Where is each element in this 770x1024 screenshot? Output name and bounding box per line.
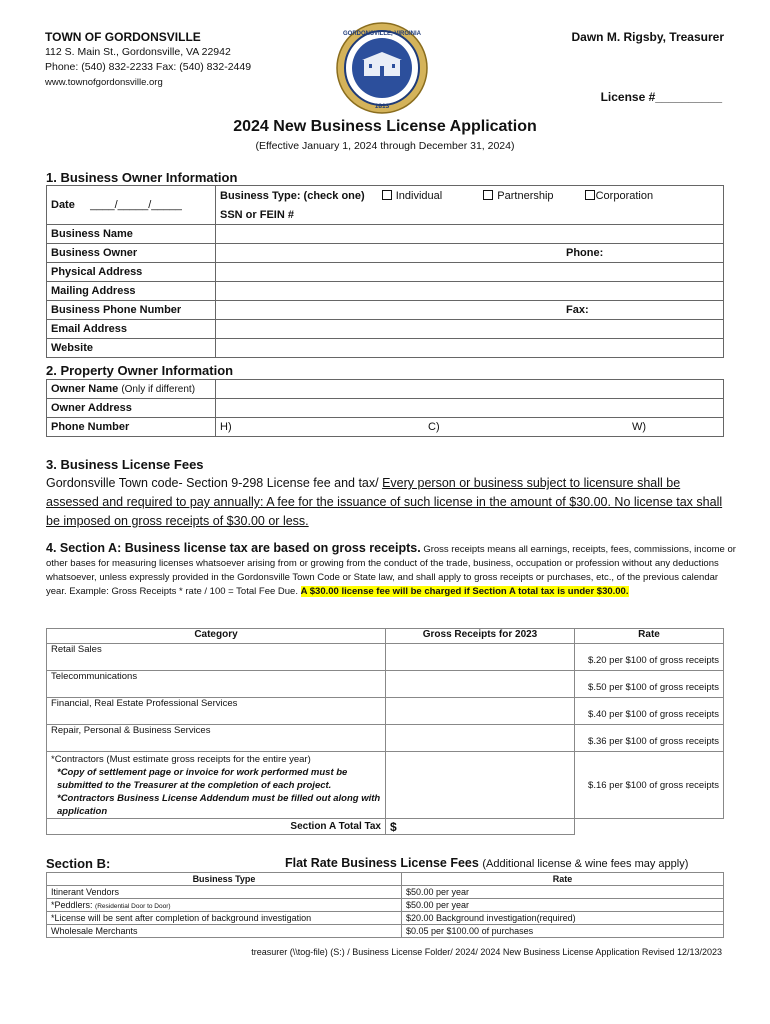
gross-receipts-input[interactable] [386, 725, 575, 752]
fax-field[interactable] [562, 301, 724, 320]
physical-address-label: Physical Address [47, 263, 216, 282]
col-category: Category [47, 629, 386, 644]
checkbox-icon[interactable] [483, 190, 493, 200]
checkbox-icon[interactable] [585, 190, 595, 200]
table-row: *License will be sent after completion of background investigation $20.00 Background investigation(required) [47, 912, 724, 925]
email-label: Email Address [47, 320, 216, 339]
gross-receipts-input[interactable] [386, 698, 575, 725]
col-rate: Rate [575, 629, 724, 644]
website-label: Website [47, 339, 216, 358]
table-row: Retail Sales $.20 per $100 of gross receipts [47, 644, 724, 671]
table-row: *Peddlers: (Residential Door to Door) $50.00 per year [47, 899, 724, 912]
phone-label: Phone: [566, 247, 604, 259]
property-owner-table [46, 379, 724, 437]
section4-text: 4. Section A: Business license tax are based on gross receipts. Gross receipts means all earnings, receipts, fees, commissions, income or other bases for measuring licenses whatsoever arising from or growing from the conduct of the trade, business, occupation or profession without any deductions whatsoever, unless expressly provided in the Gordonsville Town Code or State law, and shall apply to gross receipts or purchases, etc., of the previous calendar year. Example: Gross Receipts * rate / 100 = Total Fee Due. A $30.00 license fee will be charged if Section A total tax is under $30.00. [46, 541, 736, 597]
section-b-label: Section B: [46, 856, 111, 871]
col-flat-rate: Rate [402, 873, 724, 886]
business-owner-label: Business Owner [47, 244, 216, 263]
footer-path: treasurer (\\tog-file) (S:) / Business License Folder/ 2024/ 2024 New Business License Application Revised 12/13/2023 [251, 947, 722, 957]
page-title: 2024 New Business License Application [233, 118, 537, 135]
fax-label: Fax: [566, 304, 589, 316]
owner-phone-field[interactable] [562, 244, 724, 263]
table-row: Itinerant Vendors $50.00 per year [47, 886, 724, 899]
treasurer-name: Dawn M. Rigsby, Treasurer [571, 30, 724, 44]
section3-text: Gordonsville Town code- Section 9-298 License fee and tax/ Every person or business subject to licensure shall be assessed and required to pay annually: A fee for the issuance of such license in the amount of $30.00. No license tax shall be imposed on gross receipts of $30.00 or less. [46, 476, 723, 528]
mailing-address-field[interactable] [216, 282, 724, 301]
date-blank: ____/_____/_____ [90, 199, 182, 211]
business-name-field[interactable] [216, 225, 724, 244]
physical-address-field[interactable] [216, 263, 724, 282]
phone-number-label: Phone Number [47, 418, 216, 437]
business-type-cell [216, 186, 724, 206]
section1-heading: 1. Business Owner Information [46, 170, 238, 185]
owner-name-label-cell: Owner Name (Only if different) [47, 380, 216, 399]
section3-underlined-text: Every person or business subject to licensure shall be assessed and required to pay annually: A fee for the issuance of such license in the amount of $30.00. No license tax shall be imposed on gross receipts of $30.00 or less. [46, 476, 723, 528]
email-field[interactable] [216, 320, 724, 339]
total-tax-label: Section A Total Tax [47, 819, 386, 835]
ssn-cell[interactable] [216, 205, 724, 225]
table-row: Telecommunications $.50 per $100 of gross receipts [47, 671, 724, 698]
total-tax-field[interactable]: $ [386, 819, 575, 835]
business-owner-field[interactable] [216, 244, 563, 263]
business-phone-field[interactable] [216, 301, 563, 320]
mailing-address-label: Mailing Address [47, 282, 216, 301]
business-name-label: Business Name [47, 225, 216, 244]
owner-address-label: Owner Address [47, 399, 216, 418]
section3-heading: 3. Business License Fees [46, 457, 204, 472]
option-corporation[interactable]: Corporation [585, 190, 653, 202]
col-gross-receipts: Gross Receipts for 2023 [386, 629, 575, 644]
gross-receipts-input[interactable] [386, 752, 575, 819]
section2-heading: 2. Property Owner Information [46, 363, 234, 378]
section4-heading: 4. Section A: Business license tax are based on gross receipts. [46, 541, 421, 555]
option-partnership[interactable]: Partnership [483, 190, 553, 202]
owner-name-field[interactable] [216, 380, 724, 399]
town-header [45, 30, 251, 90]
seal-top-text: GORDONSVILLE, VIRGINIA [342, 31, 422, 37]
town-website[interactable]: www.townofgordonsville.org [45, 77, 163, 88]
section-a-table [46, 628, 724, 835]
checkbox-icon[interactable] [382, 190, 392, 200]
business-owner-table [46, 185, 724, 358]
date-label: Date [51, 199, 75, 211]
table-row: Financial, Real Estate Professional Services $.40 per $100 of gross receipts [47, 698, 724, 725]
business-type-label: Business Type: (check one) [220, 189, 365, 202]
ssn-label: SSN or FEIN # [220, 208, 294, 221]
town-seal-icon [336, 22, 428, 114]
col-business-type: Business Type [47, 873, 402, 886]
town-name: TOWN OF GORDONSVILLE [45, 30, 201, 44]
table-row: Wholesale Merchants $0.05 per $100.00 of purchases [47, 925, 724, 938]
gross-receipts-input[interactable] [386, 671, 575, 698]
website-field[interactable] [216, 339, 724, 358]
license-number: License #__________ [600, 90, 722, 104]
contractors-row: *Contractors (Must estimate gross receipts for the entire year) *Copy of settlement page or invoice for work performed must be submitted to the Treasurer at the completion of each project. *Contractors Business License Addendum must be filled out along with application $.16 per $100 of gross receipts [47, 752, 724, 819]
town-phone-fax: Phone: (540) 832-2233 Fax: (540) 832-2449 [45, 61, 252, 73]
section4-highlight: A $30.00 license fee will be charged if Section A total tax is under $30.00. [300, 586, 629, 597]
cell-phone-field[interactable]: C) [424, 418, 628, 437]
work-phone-field[interactable]: W) [628, 418, 724, 437]
gross-receipts-input[interactable] [386, 644, 575, 671]
seal-year: 1813 [374, 103, 390, 110]
owner-address-field[interactable] [216, 399, 724, 418]
home-phone-field[interactable]: H) [216, 418, 425, 437]
town-address: 112 S. Main St., Gordonsville, VA 22942 [45, 46, 231, 58]
date-cell[interactable] [47, 186, 216, 225]
section-b-table [46, 872, 724, 938]
option-individual[interactable]: Individual [382, 190, 442, 202]
table-row: Repair, Personal & Business Services $.36 per $100 of gross receipts [47, 725, 724, 752]
section-b-note: (Additional license & wine fees may apply) [482, 858, 689, 870]
business-phone-label: Business Phone Number [47, 301, 216, 320]
page-subtitle: (Effective January 1, 2024 through December 31, 2024) [255, 140, 515, 152]
section-b-title: Flat Rate Business License Fees [285, 856, 479, 870]
section-b-title-wrap [285, 856, 688, 870]
